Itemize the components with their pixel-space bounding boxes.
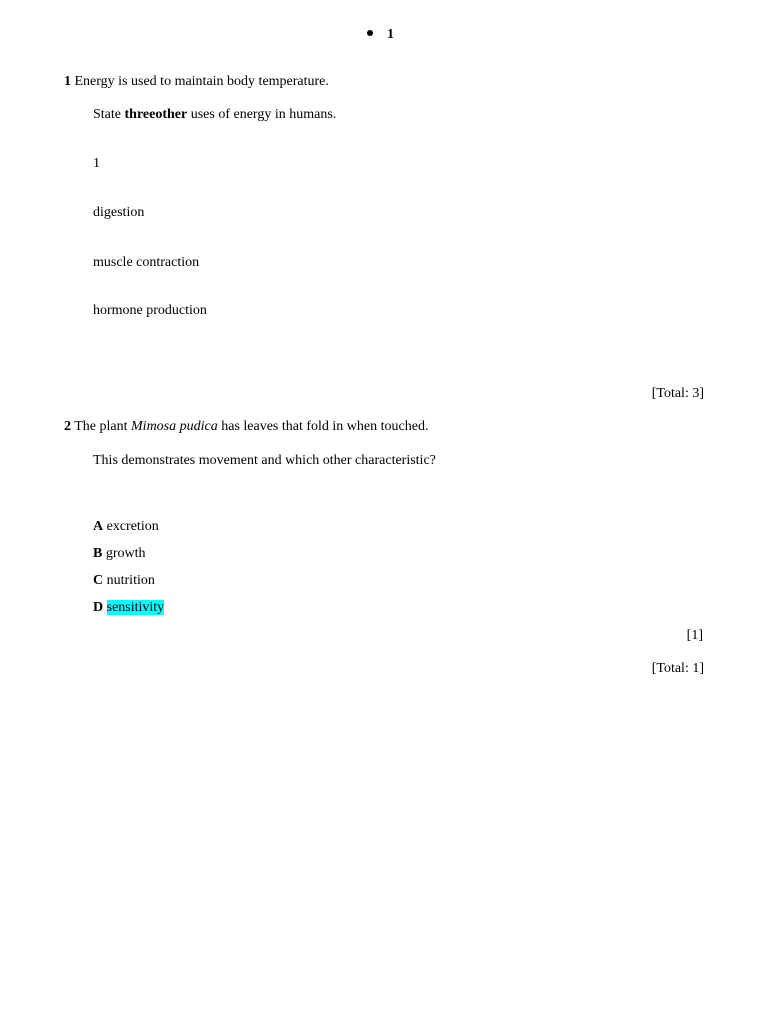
q1-instruction-post: uses of energy in humans. (187, 107, 337, 122)
option-text: excretion (106, 519, 159, 534)
q1-number: 1 (64, 74, 71, 89)
q2-option-d[interactable] (93, 601, 164, 615)
q1-answer-2: muscle contraction (93, 255, 200, 270)
q2-mark: [1] (686, 628, 703, 643)
q2-total: [Total: 1] (651, 661, 704, 676)
q1-instruction (93, 108, 336, 122)
q1-answer-index: 1 (93, 156, 100, 171)
option-letter: A (93, 519, 104, 534)
q1-total: [Total: 3] (651, 386, 704, 401)
q1-stem-text: Energy is used to maintain body temperature. (74, 74, 329, 89)
q2-stem-pre: The plant (74, 419, 132, 434)
option-letter: C (93, 573, 104, 588)
q2-stem-species: Mimosa pudica (131, 419, 218, 434)
q2-stem (64, 420, 428, 434)
q1-answer-1: digestion (93, 205, 145, 220)
q1-instruction-bold: threeother (124, 107, 188, 122)
q2-number: 2 (64, 419, 71, 434)
page-header (367, 28, 394, 42)
page-number: 1 (387, 27, 394, 42)
q2-option-b[interactable] (93, 547, 146, 561)
q1-instruction-pre: State (93, 107, 125, 122)
option-text: nutrition (106, 573, 155, 588)
q1-stem (64, 75, 329, 89)
q1-answer-3: hormone production (93, 303, 207, 318)
q2-option-c[interactable] (93, 574, 155, 588)
option-text: growth (105, 546, 146, 561)
option-letter: B (93, 546, 103, 561)
option-text-highlighted: sensitivity (106, 600, 165, 615)
q2-stem-post: has leaves that fold in when touched. (217, 419, 429, 434)
option-letter: D (93, 600, 104, 615)
q2-instruction: This demonstrates movement and which other characteristic? (93, 453, 436, 468)
bullet-icon (367, 30, 373, 36)
q2-option-a[interactable] (93, 520, 159, 534)
